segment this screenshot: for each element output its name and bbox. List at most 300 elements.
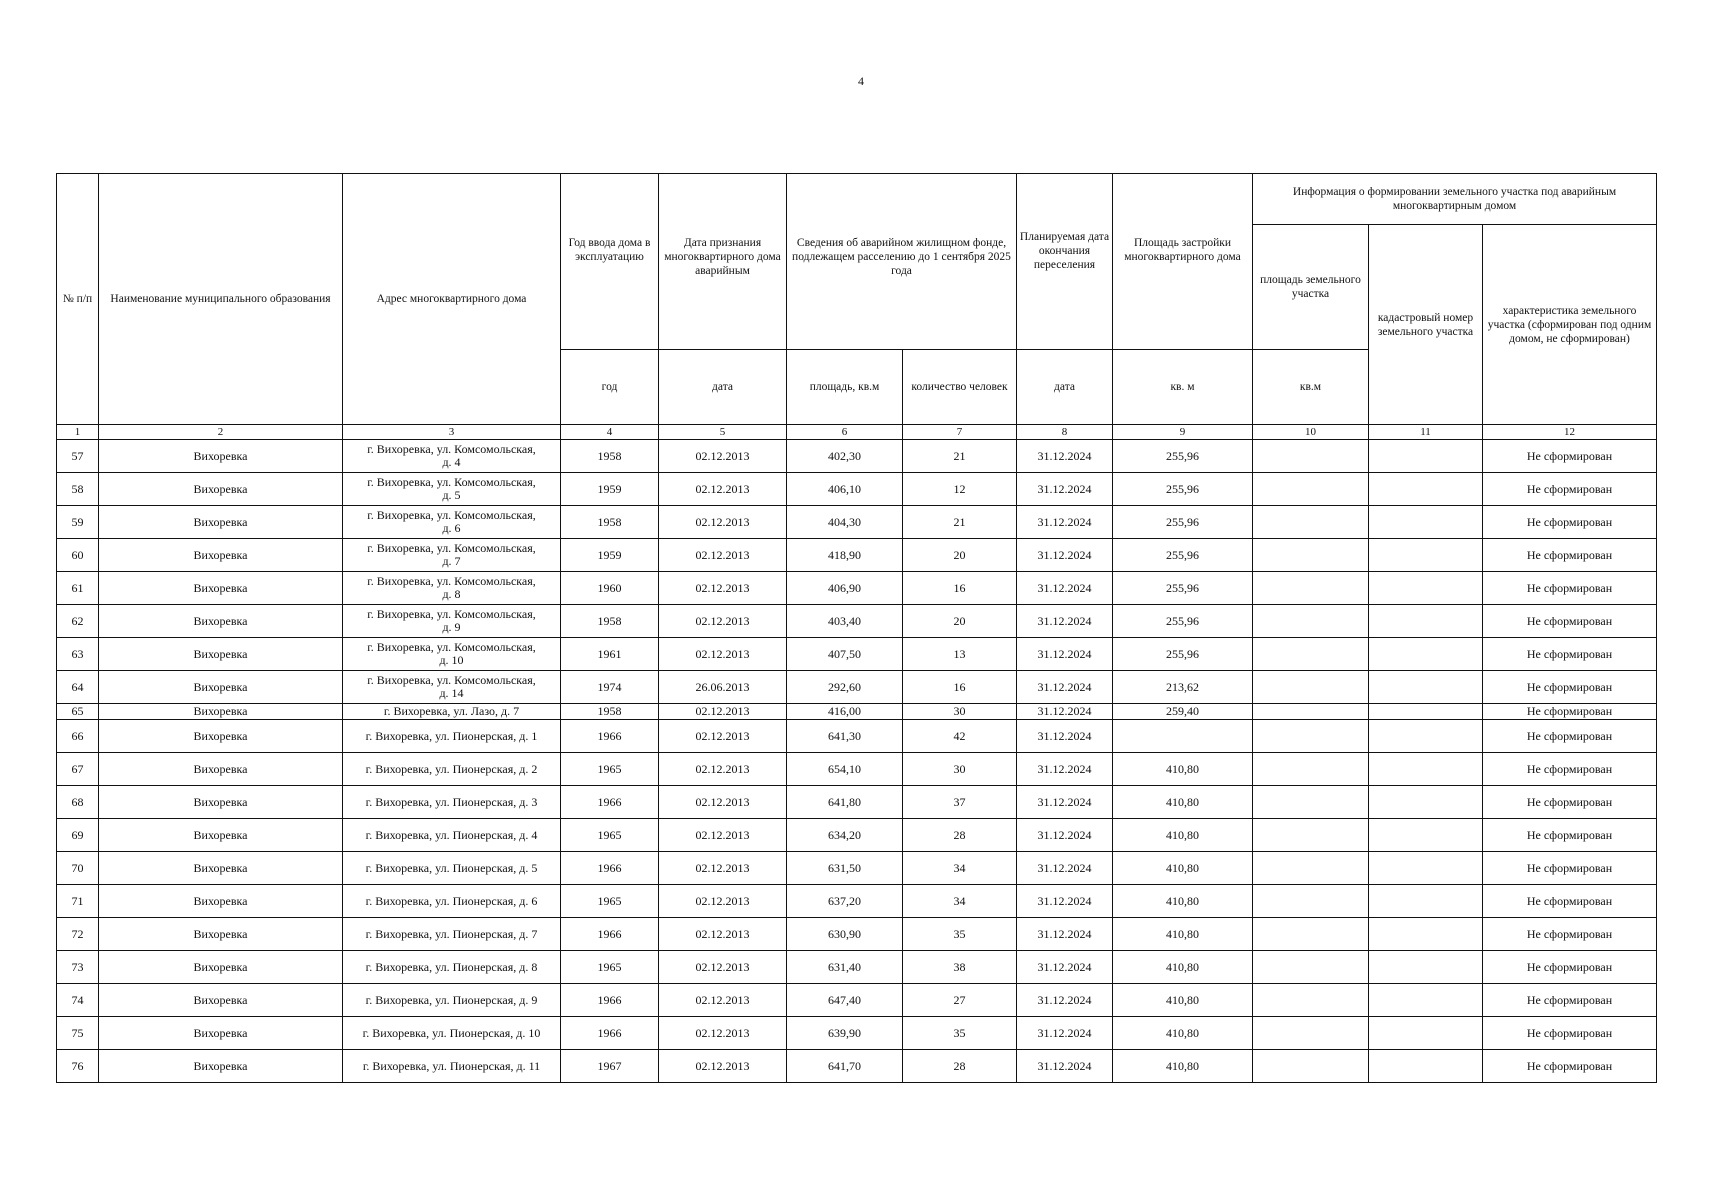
land-area-cell	[1253, 572, 1369, 605]
municipality-cell: Вихоревка	[99, 984, 343, 1017]
area-cell: 407,50	[787, 638, 903, 671]
column-number: 3	[343, 425, 561, 440]
people-count-cell: 21	[903, 506, 1017, 539]
recognition-date-cell: 02.12.2013	[659, 753, 787, 786]
year-cell: 1966	[561, 786, 659, 819]
recognition-date-cell: 02.12.2013	[659, 786, 787, 819]
people-count-cell: 13	[903, 638, 1017, 671]
row-number: 57	[57, 440, 99, 473]
row-number: 60	[57, 539, 99, 572]
planned-date-cell: 31.12.2024	[1017, 918, 1113, 951]
cadastral-number-cell	[1369, 539, 1483, 572]
planned-date-cell: 31.12.2024	[1017, 720, 1113, 753]
cadastral-number-cell	[1369, 720, 1483, 753]
year-cell: 1966	[561, 1017, 659, 1050]
people-count-cell: 21	[903, 440, 1017, 473]
municipality-cell: Вихоревка	[99, 704, 343, 720]
area-cell: 641,30	[787, 720, 903, 753]
column-number: 8	[1017, 425, 1113, 440]
area-cell: 637,20	[787, 885, 903, 918]
address-cell	[343, 440, 561, 473]
address-house: д. 7	[442, 554, 461, 568]
municipality-cell: Вихоревка	[99, 539, 343, 572]
address-house: д. 9	[442, 620, 461, 634]
address-cell	[343, 786, 561, 819]
header-land-info: Информация о формировании земельного участка под аварийным многоквартирным домом	[1253, 174, 1657, 225]
page-number: 4	[858, 74, 864, 88]
unit-planned-date: дата	[1017, 350, 1113, 425]
people-count-cell: 12	[903, 473, 1017, 506]
column-number: 2	[99, 425, 343, 440]
table-row	[57, 605, 1657, 638]
unit-area: площадь, кв.м	[787, 350, 903, 425]
planned-date-cell: 31.12.2024	[1017, 1050, 1113, 1083]
municipality-cell: Вихоревка	[99, 605, 343, 638]
address-line: г. Вихоревка, ул. Пионерская, д. 7	[365, 926, 538, 941]
people-count-cell: 30	[903, 753, 1017, 786]
row-number: 67	[57, 753, 99, 786]
recognition-date-cell: 02.12.2013	[659, 473, 787, 506]
column-number: 4	[561, 425, 659, 440]
land-status-cell: Не сформирован	[1483, 819, 1657, 852]
column-numbers-row	[57, 425, 1657, 440]
area-cell: 639,90	[787, 1017, 903, 1050]
land-area-cell	[1253, 506, 1369, 539]
cadastral-number-cell	[1369, 704, 1483, 720]
planned-date-cell: 31.12.2024	[1017, 605, 1113, 638]
year-cell: 1966	[561, 852, 659, 885]
cadastral-number-cell	[1369, 852, 1483, 885]
table-row	[57, 1050, 1657, 1083]
municipality-cell: Вихоревка	[99, 572, 343, 605]
recognition-date-cell: 02.12.2013	[659, 720, 787, 753]
address-cell	[343, 1017, 561, 1050]
land-status-cell: Не сформирован	[1483, 918, 1657, 951]
row-number: 75	[57, 1017, 99, 1050]
area-cell: 641,70	[787, 1050, 903, 1083]
land-area-cell	[1253, 671, 1369, 704]
row-number: 66	[57, 720, 99, 753]
people-count-cell: 16	[903, 572, 1017, 605]
recognition-date-cell: 02.12.2013	[659, 819, 787, 852]
built-area-cell: 255,96	[1113, 572, 1253, 605]
area-cell: 416,00	[787, 704, 903, 720]
planned-date-cell: 31.12.2024	[1017, 984, 1113, 1017]
cadastral-number-cell	[1369, 984, 1483, 1017]
land-status-cell: Не сформирован	[1483, 638, 1657, 671]
row-number: 65	[57, 704, 99, 720]
row-number: 64	[57, 671, 99, 704]
municipality-cell: Вихоревка	[99, 440, 343, 473]
cadastral-number-cell	[1369, 440, 1483, 473]
address-line: г. Вихоревка, ул. Комсомольская,	[367, 508, 536, 522]
area-cell: 402,30	[787, 440, 903, 473]
people-count-cell: 42	[903, 720, 1017, 753]
column-number: 12	[1483, 425, 1657, 440]
cadastral-number-cell	[1369, 605, 1483, 638]
column-number: 7	[903, 425, 1017, 440]
recognition-date-cell: 02.12.2013	[659, 605, 787, 638]
municipality-cell: Вихоревка	[99, 506, 343, 539]
cadastral-number-cell	[1369, 819, 1483, 852]
address-line: г. Вихоревка, ул. Пионерская, д. 8	[365, 959, 538, 974]
address-line: г. Вихоревка, ул. Пионерская, д. 6	[365, 893, 538, 908]
land-area-cell	[1253, 440, 1369, 473]
cadastral-number-cell	[1369, 918, 1483, 951]
municipality-cell: Вихоревка	[99, 951, 343, 984]
land-area-cell	[1253, 786, 1369, 819]
recognition-date-cell: 02.12.2013	[659, 852, 787, 885]
built-area-cell: 410,80	[1113, 786, 1253, 819]
table-row	[57, 918, 1657, 951]
area-cell: 630,90	[787, 918, 903, 951]
column-number: 9	[1113, 425, 1253, 440]
land-area-cell	[1253, 539, 1369, 572]
header-cadastral-number: кадастровый номер земельного участка	[1369, 225, 1483, 425]
row-number: 59	[57, 506, 99, 539]
built-area-cell: 255,96	[1113, 638, 1253, 671]
recognition-date-cell: 02.12.2013	[659, 885, 787, 918]
people-count-cell: 20	[903, 605, 1017, 638]
address-house: д. 10	[439, 653, 464, 667]
header-recognition-date: Дата признания многоквартирного дома аварийным	[659, 174, 787, 350]
year-cell: 1966	[561, 984, 659, 1017]
year-cell: 1958	[561, 506, 659, 539]
recognition-date-cell: 26.06.2013	[659, 671, 787, 704]
land-status-cell: Не сформирован	[1483, 704, 1657, 720]
address-line: г. Вихоревка, ул. Комсомольская,	[367, 607, 536, 621]
municipality-cell: Вихоревка	[99, 720, 343, 753]
year-cell: 1960	[561, 572, 659, 605]
built-area-cell: 410,80	[1113, 918, 1253, 951]
area-cell: 647,40	[787, 984, 903, 1017]
address-cell	[343, 572, 561, 605]
recognition-date-cell: 02.12.2013	[659, 1017, 787, 1050]
land-area-cell	[1253, 984, 1369, 1017]
land-area-cell	[1253, 753, 1369, 786]
area-cell: 403,40	[787, 605, 903, 638]
people-count-cell: 35	[903, 918, 1017, 951]
header-year: Год ввода дома в эксплуатацию	[561, 174, 659, 350]
area-cell: 641,80	[787, 786, 903, 819]
cadastral-number-cell	[1369, 753, 1483, 786]
built-area-cell: 410,80	[1113, 1017, 1253, 1050]
table-row	[57, 951, 1657, 984]
address-house: д. 8	[442, 587, 461, 601]
people-count-cell: 30	[903, 704, 1017, 720]
address-cell	[343, 671, 561, 704]
year-cell: 1965	[561, 819, 659, 852]
header-municipality: Наименование муниципального образования	[99, 174, 343, 425]
address-cell	[343, 753, 561, 786]
land-status-cell: Не сформирован	[1483, 951, 1657, 984]
year-cell: 1974	[561, 671, 659, 704]
header-fund-info: Сведения об аварийном жилищном фонде, подлежащем расселению до 1 сентября 2025 года	[787, 174, 1017, 350]
land-area-cell	[1253, 605, 1369, 638]
table-row	[57, 885, 1657, 918]
table-row	[57, 984, 1657, 1017]
municipality-cell: Вихоревка	[99, 1050, 343, 1083]
area-cell: 406,10	[787, 473, 903, 506]
people-count-cell: 16	[903, 671, 1017, 704]
people-count-cell: 34	[903, 852, 1017, 885]
land-area-cell	[1253, 704, 1369, 720]
address-line: г. Вихоревка, ул. Пионерская, д. 4	[365, 827, 538, 842]
address-line: г. Вихоревка, ул. Пионерская, д. 9	[365, 992, 538, 1007]
land-status-cell: Не сформирован	[1483, 984, 1657, 1017]
address-line: г. Вихоревка, ул. Пионерская, д. 11	[362, 1058, 541, 1073]
built-area-cell: 259,40	[1113, 704, 1253, 720]
address-line: г. Вихоревка, ул. Комсомольская,	[367, 673, 536, 687]
recognition-date-cell: 02.12.2013	[659, 440, 787, 473]
address-line: г. Вихоревка, ул. Комсомольская,	[367, 442, 536, 456]
address-line: г. Вихоревка, ул. Лазо, д. 7	[383, 704, 520, 718]
built-area-cell: 410,80	[1113, 753, 1253, 786]
land-status-cell: Не сформирован	[1483, 539, 1657, 572]
address-cell	[343, 885, 561, 918]
unit-land-sqm: кв.м	[1253, 350, 1369, 425]
area-cell: 631,40	[787, 951, 903, 984]
area-cell: 404,30	[787, 506, 903, 539]
people-count-cell: 28	[903, 1050, 1017, 1083]
year-cell: 1958	[561, 605, 659, 638]
column-number: 11	[1369, 425, 1483, 440]
address-line: г. Вихоревка, ул. Пионерская, д. 5	[365, 860, 538, 875]
table-row	[57, 506, 1657, 539]
planned-date-cell: 31.12.2024	[1017, 572, 1113, 605]
land-status-cell: Не сформирован	[1483, 572, 1657, 605]
municipality-cell: Вихоревка	[99, 671, 343, 704]
address-cell	[343, 951, 561, 984]
land-area-cell	[1253, 638, 1369, 671]
planned-date-cell: 31.12.2024	[1017, 638, 1113, 671]
land-status-cell: Не сформирован	[1483, 786, 1657, 819]
table-body	[57, 440, 1657, 1083]
year-cell: 1965	[561, 885, 659, 918]
header-land-characteristic: характеристика земельного участка (сформирован под одним домом, не сформирован)	[1483, 225, 1657, 425]
recognition-date-cell: 02.12.2013	[659, 506, 787, 539]
recognition-date-cell: 02.12.2013	[659, 918, 787, 951]
year-cell: 1965	[561, 951, 659, 984]
cadastral-number-cell	[1369, 638, 1483, 671]
table-row	[57, 704, 1657, 720]
header-planned-date: Планируемая дата окончания переселения	[1017, 174, 1113, 350]
people-count-cell: 27	[903, 984, 1017, 1017]
land-area-cell	[1253, 1017, 1369, 1050]
address-line: г. Вихоревка, ул. Комсомольская,	[367, 640, 536, 654]
area-cell: 634,20	[787, 819, 903, 852]
address-house: д. 5	[442, 488, 461, 502]
land-status-cell: Не сформирован	[1483, 671, 1657, 704]
year-cell: 1961	[561, 638, 659, 671]
header-num: № п/п	[57, 174, 99, 425]
cadastral-number-cell	[1369, 506, 1483, 539]
address-cell	[343, 720, 561, 753]
land-status-cell: Не сформирован	[1483, 720, 1657, 753]
municipality-cell: Вихоревка	[99, 473, 343, 506]
area-cell: 406,90	[787, 572, 903, 605]
year-cell: 1965	[561, 753, 659, 786]
unit-sqm: кв. м	[1113, 350, 1253, 425]
row-number: 72	[57, 918, 99, 951]
table-row	[57, 720, 1657, 753]
built-area-cell: 410,80	[1113, 984, 1253, 1017]
column-number: 5	[659, 425, 787, 440]
table-row	[57, 1017, 1657, 1050]
cadastral-number-cell	[1369, 1017, 1483, 1050]
people-count-cell: 35	[903, 1017, 1017, 1050]
built-area-cell	[1113, 720, 1253, 753]
planned-date-cell: 31.12.2024	[1017, 506, 1113, 539]
unit-date: дата	[659, 350, 787, 425]
land-status-cell: Не сформирован	[1483, 753, 1657, 786]
built-area-cell: 410,80	[1113, 951, 1253, 984]
address-line: г. Вихоревка, ул. Пионерская, д. 10	[362, 1025, 541, 1040]
municipality-cell: Вихоревка	[99, 819, 343, 852]
emergency-housing-table	[56, 173, 1657, 1083]
table-row	[57, 753, 1657, 786]
unit-year: год	[561, 350, 659, 425]
land-status-cell: Не сформирован	[1483, 1050, 1657, 1083]
recognition-date-cell: 02.12.2013	[659, 984, 787, 1017]
address-house: д. 14	[439, 686, 464, 700]
built-area-cell: 255,96	[1113, 539, 1253, 572]
recognition-date-cell: 02.12.2013	[659, 572, 787, 605]
row-number: 73	[57, 951, 99, 984]
land-status-cell: Не сформирован	[1483, 852, 1657, 885]
land-status-cell: Не сформирован	[1483, 605, 1657, 638]
planned-date-cell: 31.12.2024	[1017, 704, 1113, 720]
planned-date-cell: 31.12.2024	[1017, 1017, 1113, 1050]
planned-date-cell: 31.12.2024	[1017, 852, 1113, 885]
address-cell	[343, 506, 561, 539]
land-status-cell: Не сформирован	[1483, 440, 1657, 473]
row-number: 74	[57, 984, 99, 1017]
address-cell	[343, 819, 561, 852]
built-area-cell: 410,80	[1113, 1050, 1253, 1083]
address-cell	[343, 704, 561, 720]
built-area-cell: 410,80	[1113, 885, 1253, 918]
address-cell	[343, 539, 561, 572]
built-area-cell: 213,62	[1113, 671, 1253, 704]
planned-date-cell: 31.12.2024	[1017, 753, 1113, 786]
year-cell: 1958	[561, 440, 659, 473]
built-area-cell: 255,96	[1113, 440, 1253, 473]
row-number: 58	[57, 473, 99, 506]
land-status-cell: Не сформирован	[1483, 473, 1657, 506]
table-row	[57, 572, 1657, 605]
planned-date-cell: 31.12.2024	[1017, 786, 1113, 819]
header-address: Адрес многоквартирного дома	[343, 174, 561, 425]
year-cell: 1959	[561, 473, 659, 506]
address-line: г. Вихоревка, ул. Комсомольская,	[367, 541, 536, 555]
table-row	[57, 539, 1657, 572]
column-number: 10	[1253, 425, 1369, 440]
address-line: г. Вихоревка, ул. Пионерская, д. 2	[365, 761, 538, 776]
table-row	[57, 638, 1657, 671]
built-area-cell: 255,96	[1113, 605, 1253, 638]
municipality-cell: Вихоревка	[99, 852, 343, 885]
municipality-cell: Вихоревка	[99, 786, 343, 819]
planned-date-cell: 31.12.2024	[1017, 671, 1113, 704]
row-number: 70	[57, 852, 99, 885]
recognition-date-cell: 02.12.2013	[659, 539, 787, 572]
built-area-cell: 255,96	[1113, 473, 1253, 506]
table-row	[57, 473, 1657, 506]
row-number: 69	[57, 819, 99, 852]
land-area-cell	[1253, 473, 1369, 506]
header-land-area: площадь земельного участка	[1253, 225, 1369, 350]
land-area-cell	[1253, 819, 1369, 852]
planned-date-cell: 31.12.2024	[1017, 951, 1113, 984]
row-number: 62	[57, 605, 99, 638]
people-count-cell: 28	[903, 819, 1017, 852]
address-line: г. Вихоревка, ул. Комсомольская,	[367, 475, 536, 489]
built-area-cell: 255,96	[1113, 506, 1253, 539]
planned-date-cell: 31.12.2024	[1017, 819, 1113, 852]
recognition-date-cell: 02.12.2013	[659, 1050, 787, 1083]
address-cell	[343, 638, 561, 671]
address-cell	[343, 984, 561, 1017]
land-area-cell	[1253, 1050, 1369, 1083]
table-row	[57, 671, 1657, 704]
address-cell	[343, 473, 561, 506]
land-status-cell: Не сформирован	[1483, 506, 1657, 539]
row-number: 61	[57, 572, 99, 605]
year-cell: 1966	[561, 720, 659, 753]
area-cell: 418,90	[787, 539, 903, 572]
land-area-cell	[1253, 852, 1369, 885]
address-cell	[343, 605, 561, 638]
row-number: 71	[57, 885, 99, 918]
row-number: 68	[57, 786, 99, 819]
table-row	[57, 852, 1657, 885]
area-cell: 631,50	[787, 852, 903, 885]
row-number: 63	[57, 638, 99, 671]
table-row	[57, 440, 1657, 473]
address-cell	[343, 1050, 561, 1083]
area-cell: 292,60	[787, 671, 903, 704]
cadastral-number-cell	[1369, 473, 1483, 506]
land-status-cell: Не сформирован	[1483, 885, 1657, 918]
address-house: д. 6	[442, 521, 461, 535]
land-area-cell	[1253, 720, 1369, 753]
land-area-cell	[1253, 885, 1369, 918]
people-count-cell: 34	[903, 885, 1017, 918]
cadastral-number-cell	[1369, 572, 1483, 605]
planned-date-cell: 31.12.2024	[1017, 440, 1113, 473]
planned-date-cell: 31.12.2024	[1017, 539, 1113, 572]
address-cell	[343, 852, 561, 885]
table-row	[57, 819, 1657, 852]
municipality-cell: Вихоревка	[99, 918, 343, 951]
people-count-cell: 20	[903, 539, 1017, 572]
planned-date-cell: 31.12.2024	[1017, 473, 1113, 506]
year-cell: 1966	[561, 918, 659, 951]
area-cell: 654,10	[787, 753, 903, 786]
cadastral-number-cell	[1369, 885, 1483, 918]
built-area-cell: 410,80	[1113, 819, 1253, 852]
year-cell: 1967	[561, 1050, 659, 1083]
year-cell: 1958	[561, 704, 659, 720]
row-number: 76	[57, 1050, 99, 1083]
municipality-cell: Вихоревка	[99, 1017, 343, 1050]
cadastral-number-cell	[1369, 671, 1483, 704]
column-number: 6	[787, 425, 903, 440]
unit-people: количество человек	[903, 350, 1017, 425]
recognition-date-cell: 02.12.2013	[659, 638, 787, 671]
table-row	[57, 786, 1657, 819]
